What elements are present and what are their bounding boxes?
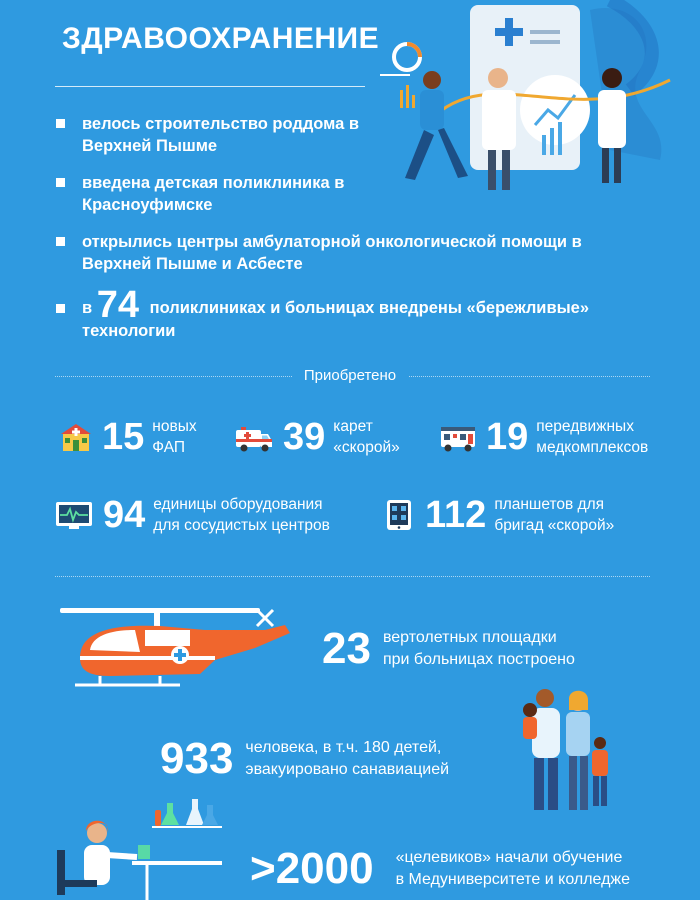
stat-label bbox=[494, 494, 614, 536]
stat-label-line1: планшетов для bbox=[494, 496, 605, 513]
acquired-heading bbox=[0, 367, 700, 384]
stat-label bbox=[333, 416, 399, 458]
stat-number: 112 bbox=[425, 494, 487, 536]
stat-label-line2: для сосудистых центров bbox=[153, 517, 330, 534]
stat-label-line1: единицы оборудования bbox=[153, 496, 323, 513]
stat-label-line1: человека, в т.ч. 180 детей, bbox=[245, 739, 442, 756]
stat-label-line1: карет bbox=[333, 418, 373, 435]
stat-label-line1: новых bbox=[152, 418, 197, 435]
family-illustration bbox=[510, 688, 620, 816]
stat-label-line2: в Медуниверситете и колледже bbox=[395, 871, 631, 888]
stat-label-line1: передвижных bbox=[536, 418, 634, 435]
stat-label-line2: бригад «скорой» bbox=[494, 517, 615, 534]
title-divider bbox=[55, 86, 365, 87]
stat-label-line2: ФАП bbox=[152, 439, 186, 456]
stat-label bbox=[153, 494, 330, 536]
stat-number: 94 bbox=[103, 494, 146, 536]
bullet-text: велось строительство роддома в Верхней Пышме bbox=[82, 115, 360, 155]
stat-number: >2000 bbox=[250, 844, 374, 893]
stat-mobile-complex bbox=[440, 416, 648, 458]
stat-number: 39 bbox=[283, 416, 326, 458]
bullet-oncology bbox=[56, 231, 676, 275]
stat-heli bbox=[322, 626, 575, 672]
bullet-marker bbox=[56, 304, 65, 313]
stat-label-line1: «целевиков» начали обучение bbox=[395, 849, 623, 866]
bullet-lean-tech bbox=[56, 284, 676, 342]
stat-number: 19 bbox=[486, 416, 529, 458]
bullet-marker bbox=[56, 178, 65, 187]
stat-label-line2: эвакуировано санавиацией bbox=[245, 761, 450, 778]
stat-label bbox=[396, 847, 630, 891]
tablet-icon bbox=[383, 499, 415, 531]
stat-label-line2: «скорой» bbox=[333, 439, 400, 456]
bullet-maternity bbox=[56, 113, 676, 157]
stat-number: 23 bbox=[322, 624, 371, 673]
bullet-prefix: в bbox=[82, 299, 93, 317]
stat-equipment bbox=[55, 494, 330, 536]
stat-label-line2: медкомплексов bbox=[536, 439, 649, 456]
monitor-icon bbox=[55, 499, 93, 531]
bullet-polyclinic bbox=[56, 172, 676, 216]
bullet-text bbox=[82, 284, 642, 342]
stat-label bbox=[536, 416, 648, 458]
bullet-marker bbox=[56, 237, 65, 246]
mobile-complex-icon bbox=[440, 421, 476, 453]
bullet-rest: поликлиниках и больницах внедрены «бережливые» технологии bbox=[82, 299, 590, 340]
helicopter-illustration bbox=[50, 600, 290, 692]
stat-label bbox=[383, 627, 575, 671]
page-title: ЗДРАВООХРАНЕНИЕ bbox=[62, 22, 380, 55]
stat-tablets bbox=[383, 494, 614, 536]
stat-label-line1: вертолетных площадки bbox=[382, 629, 557, 646]
stat-fap bbox=[60, 416, 197, 458]
stat-number: 933 bbox=[160, 734, 234, 783]
stat-label bbox=[245, 737, 449, 781]
doctors-illustration bbox=[370, 0, 700, 200]
ambulance-icon bbox=[235, 421, 273, 453]
stat-evac bbox=[160, 736, 449, 782]
stat-label bbox=[152, 416, 196, 458]
stat-ambulance bbox=[235, 416, 400, 458]
clinic-icon bbox=[60, 421, 92, 453]
stat-number: 15 bbox=[102, 416, 145, 458]
bullet-number: 74 bbox=[96, 284, 140, 326]
bullet-text: введена детская поликлиника в Красноуфимске bbox=[82, 174, 345, 214]
divider bbox=[55, 576, 650, 577]
stat-students bbox=[250, 846, 630, 892]
stat-label-line2: при больницах построено bbox=[382, 651, 575, 668]
bullet-marker bbox=[56, 119, 65, 128]
bullet-text: открылись центры амбулаторной онкологической помощи в Верхней Пышме и Асбесте bbox=[82, 233, 582, 273]
lab-illustration bbox=[52, 795, 232, 900]
acquired-label: Приобретено bbox=[292, 367, 408, 384]
